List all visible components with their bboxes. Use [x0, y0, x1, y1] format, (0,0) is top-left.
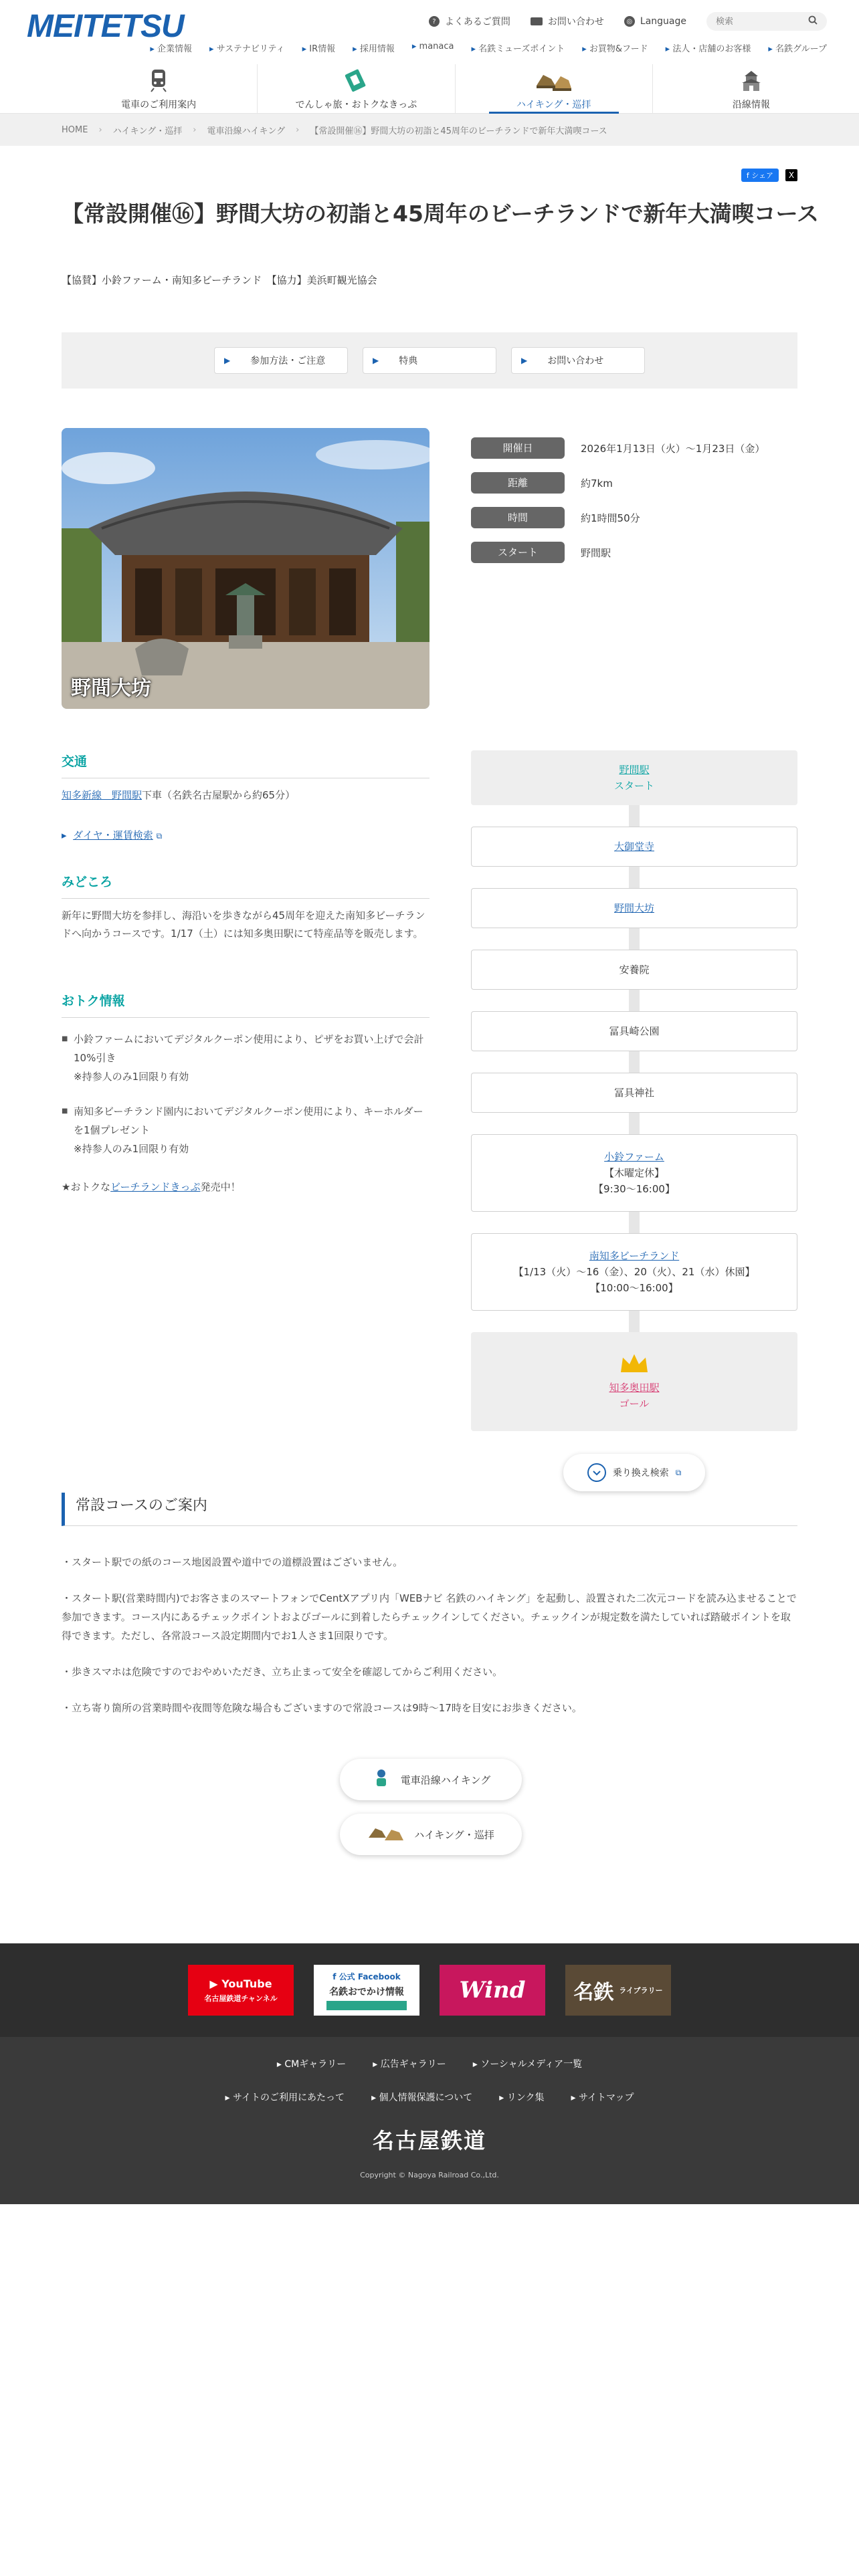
route-connector	[629, 928, 640, 950]
info-label: 時間	[471, 507, 565, 528]
contact-label: お問い合わせ	[547, 17, 604, 27]
language-label: Language	[640, 16, 686, 27]
route-connector	[629, 1113, 640, 1134]
youtube-icon: ▶ YouTube	[209, 1977, 272, 1990]
wind-banner[interactable]	[440, 1965, 545, 2016]
route-stop	[471, 888, 797, 928]
route-connector	[629, 1212, 640, 1233]
course-guide-heading: 常設コースのご案内	[62, 1493, 797, 1526]
temple-illustration	[62, 428, 430, 709]
hiking-shoes-icon	[456, 67, 652, 94]
highlights-heading: みどころ	[62, 872, 430, 899]
arrow-right-icon: ▶	[521, 356, 528, 365]
info-label: 開催日	[471, 437, 565, 459]
sublink-manaca[interactable]: ▸ manaca	[412, 41, 454, 54]
breadcrumb-separator: ›	[193, 124, 197, 135]
site-header	[0, 0, 859, 114]
external-link-icon: ⧉	[675, 1467, 682, 1477]
hiking-pilgrimage-button[interactable]	[340, 1814, 522, 1855]
contact-link[interactable]	[531, 15, 604, 28]
ticket-prefix: ★おトクな	[62, 1181, 111, 1193]
route-stop	[471, 1134, 797, 1212]
info-row-start	[471, 542, 805, 563]
ticket-icon	[258, 67, 454, 94]
copyright: Copyright © Nagoya Railroad Co.,Ltd.	[360, 2171, 499, 2179]
nav-local-info[interactable]	[652, 64, 850, 114]
nav-label: 電車のご利用案内	[121, 100, 197, 110]
facebook-banner[interactable]	[314, 1965, 419, 2016]
route-connector	[629, 1311, 640, 1332]
search-input[interactable]	[716, 17, 796, 27]
hiker-icon	[371, 1768, 391, 1791]
timetable-link[interactable]	[62, 827, 430, 845]
footer-link-ads[interactable]: ▸ 広告ギャラリー	[373, 2057, 446, 2070]
crown-icon	[471, 1352, 797, 1380]
route-connector	[629, 867, 640, 888]
route-goal-station[interactable]: 知多奥田駅	[609, 1381, 660, 1394]
route-stop-note: 【9:30～16:00】	[593, 1183, 675, 1195]
route-stop-name: 冨具崎公園	[609, 1025, 660, 1037]
anchor-contact[interactable]	[511, 347, 645, 374]
footer-link-terms[interactable]: ▸ サイトのご利用にあたって	[225, 2090, 345, 2104]
search-icon[interactable]	[808, 15, 818, 27]
utility-nav	[429, 12, 827, 31]
youtube-banner[interactable]	[188, 1965, 294, 2016]
route-stop	[471, 1011, 797, 1051]
transfer-search-button[interactable]	[563, 1454, 705, 1491]
deals-heading: おトク情報	[62, 991, 430, 1018]
info-value: 約7km	[581, 477, 613, 490]
nav-hiking[interactable]	[455, 64, 652, 114]
info-row-distance	[471, 472, 805, 494]
faq-label: よくあるご質問	[444, 17, 510, 27]
sublink-company[interactable]: ▸ 企業情報	[150, 41, 192, 54]
breadcrumb-separator: ›	[296, 124, 300, 135]
nav-label: ハイキング・巡拝	[516, 100, 591, 110]
route-map	[471, 750, 797, 1431]
nav-trip-tickets[interactable]	[257, 64, 454, 114]
route-start-station[interactable]: 野間駅	[619, 764, 650, 776]
route-goal-label: ゴール	[619, 1397, 650, 1410]
breadcrumb-separator: ›	[98, 124, 102, 135]
banner-subtitle: 名古屋鉄道チャンネル	[204, 1994, 278, 2003]
arrow-right-icon: ▸	[62, 829, 67, 841]
ticket-link[interactable]: ビーチランドきっぷ	[110, 1181, 201, 1193]
highlights-text: 新年に野間大坊を参拝し、海沿いを歩きながら45周年を迎えた南知多ビーチランドへ向かうコースです。1/17（土）には知多奥田駅にて特産品等を販売します。	[62, 909, 425, 940]
sublink-recruit[interactable]: ▸ 採用情報	[353, 41, 395, 54]
info-label: 距離	[471, 472, 565, 494]
breadcrumb-rail-hiking[interactable]: 電車沿線ハイキング	[207, 126, 286, 136]
footer-link-links[interactable]: ▸ リンク集	[499, 2090, 544, 2104]
hiking-pilgrimage-label: ハイキング・巡拝	[414, 1828, 494, 1841]
route-stop-name: 冨具神社	[613, 1087, 654, 1099]
course-note: ・立ち寄り箇所の営業時間や夜間等危険な場合もございますので常設コースは9時～17時を目安にお歩きください。	[62, 1702, 582, 1714]
ticket-suffix: 発売中！	[200, 1181, 241, 1193]
facebook-share-button[interactable]: f シェア	[741, 169, 779, 182]
photo-caption: 野間大坊	[71, 677, 151, 700]
route-stop	[471, 827, 797, 867]
route-connector	[629, 990, 640, 1011]
faq-link[interactable]	[429, 15, 510, 28]
page-title: 【常設開催⑯】野間大坊の初詣と45周年のビーチランドで新年大満喫コース	[62, 201, 819, 227]
banner-title: YouTube	[221, 1977, 272, 1990]
share-buttons	[741, 169, 797, 182]
breadcrumb-current: 【常設開催⑯】野間大坊の初詣と45周年のビーチランドで新年大満喫コース	[310, 126, 607, 136]
info-value: 約1時間50分	[581, 512, 640, 524]
footer-link-cm[interactable]: ▸ CMギャラリー	[277, 2057, 346, 2070]
external-link-icon: ⧉	[156, 831, 163, 841]
route-start	[471, 750, 797, 805]
access-heading: 交通	[62, 752, 430, 778]
search-box	[706, 12, 827, 31]
course-note: ・スタート駅での紙のコース地図設置や道中での道標設置はございません。	[62, 1556, 403, 1568]
info-row-time	[471, 507, 805, 528]
route-stop-name: 安養院	[619, 964, 650, 976]
route-stop-note: 【10:00～16:00】	[590, 1282, 678, 1294]
info-value: 2026年1月13日（火）～1月23日（金）	[581, 442, 765, 455]
arrow-right-icon: ▶	[373, 356, 379, 365]
castle-icon	[653, 67, 850, 94]
info-row-date	[471, 437, 805, 459]
deal-item-2: ■ 南知多ビーチランド園内においてデジタルクーポン使用により、キーホルダーを1個プレゼント ※持参人のみ1回限り有効	[62, 1102, 430, 1158]
course-note: ・スタート駅(営業時間内)でお客さまのスマートフォンでCentXアプリ内「WEBナビ 名鉄のハイキング」を起動し、設置された二次元コードを読み込ませることで参加できます。コース内にあるチェックポイントおよびゴールに到着したらチェックインしてください。チェックインが規定数を満たしていれば踏破ポイントを取得できます。ただし、各常設コース設定期間内でお1人さま1回限りです。	[62, 1592, 797, 1642]
info-label: スタート	[471, 542, 565, 563]
sublink-group[interactable]: ▸ 名鉄グループ	[768, 41, 827, 54]
route-connector	[629, 1051, 640, 1073]
route-stop	[471, 1233, 797, 1311]
question-icon: ?	[429, 16, 440, 27]
route-stop-note: 【木曜定休】	[603, 1167, 664, 1179]
sublink-shopping[interactable]: ▸ お買物&フード	[582, 41, 648, 54]
sublink-ir[interactable]: ▸ IR情報	[302, 41, 336, 54]
breadcrumb	[0, 114, 859, 146]
access-text	[62, 786, 430, 804]
footer-brand: 名古屋鉄道	[372, 2128, 486, 2153]
access-desc: 下車（名鉄名古屋駅から約65分）	[142, 789, 296, 801]
globe-icon: ◎	[624, 16, 635, 27]
sublink-muse-point[interactable]: ▸ 名鉄ミューズポイント	[471, 41, 565, 54]
clock-icon	[587, 1463, 606, 1482]
footer-links-row2	[0, 2090, 859, 2104]
sponsor-text: 【協賛】小鈴ファーム・南知多ビーチランド 【協力】美浜町観光協会	[62, 274, 377, 286]
library-banner[interactable]	[565, 1965, 671, 2016]
route-stop-link[interactable]: 野間大坊	[613, 902, 654, 914]
train-icon	[60, 67, 257, 94]
anchor-participation[interactable]	[214, 347, 348, 374]
route-goal	[471, 1332, 797, 1431]
logo-text: MEITETSU	[27, 9, 184, 44]
footer-link-privacy[interactable]: ▸ 個人情報保護について	[371, 2090, 472, 2104]
route-stop-link[interactable]: 南知多ビーチランド	[589, 1250, 680, 1262]
banner-title: 公式 Facebook	[339, 1971, 401, 1981]
ticket-note	[62, 1178, 430, 1196]
nav-label: 沿線情報	[732, 100, 770, 110]
banner-subtitle: 名鉄おでかけ情報	[329, 1986, 404, 1998]
route-stop-link[interactable]: 小鈴ファーム	[604, 1151, 664, 1163]
course-info	[471, 437, 805, 576]
anchor-label: お問い合わせ	[547, 356, 604, 366]
anchor-label: 参加方法・ご注意	[250, 356, 326, 366]
sublink-business[interactable]: ▸ 法人・店舗のお客様	[666, 41, 751, 54]
route-stop-link[interactable]: 大御堂寺	[613, 841, 654, 853]
route-stop	[471, 1073, 797, 1113]
course-photo	[62, 428, 430, 709]
route-stop-note: 【1/13（火）～16（金）、20（火）、21（水）休園】	[513, 1266, 755, 1278]
arrow-right-icon: ▶	[224, 356, 231, 365]
banner-subtitle: ライブラリー	[619, 1986, 663, 1995]
route-connector	[629, 805, 640, 827]
breadcrumb-home[interactable]: HOME	[62, 124, 88, 135]
breadcrumb-hiking[interactable]: ハイキング・巡拝	[112, 126, 183, 136]
language-link[interactable]	[624, 16, 686, 27]
rail-hiking-button[interactable]	[340, 1759, 522, 1800]
nav-label: でんしゃ旅・おトクなきっぷ	[295, 100, 417, 110]
route-stop	[471, 950, 797, 990]
facebook-icon: f 公式 Facebook	[332, 1971, 401, 1981]
corporate-links	[150, 41, 827, 54]
facebook-share-label: シェア	[751, 171, 773, 180]
mail-icon	[531, 17, 543, 25]
anchor-links	[62, 332, 797, 389]
x-share-button[interactable]: X	[785, 169, 797, 181]
meitetsu-logo[interactable]	[27, 8, 184, 45]
timetable-label: ダイヤ・運賃検索	[73, 829, 153, 841]
anchor-benefits[interactable]	[363, 347, 496, 374]
banner-title: Wind	[459, 1977, 526, 2004]
access-station-link[interactable]: 知多新線 野間駅	[62, 789, 142, 801]
transfer-search-label: 乗り換え検索	[612, 1468, 669, 1479]
site-footer	[0, 1943, 859, 2204]
main-nav	[60, 64, 850, 114]
footer-banners	[0, 1943, 859, 2037]
route-start-label: スタート	[613, 780, 654, 792]
rail-hiking-label: 電車沿線ハイキング	[400, 1774, 491, 1786]
banner-decoration	[326, 2001, 407, 2010]
footer-link-social[interactable]: ▸ ソーシャルメディア一覧	[473, 2057, 582, 2070]
sublink-sustainability[interactable]: ▸ サステナビリティ	[209, 41, 285, 54]
footer-link-sitemap[interactable]: ▸ サイトマップ	[571, 2090, 634, 2104]
anchor-label: 特典	[399, 356, 418, 366]
footer-links-row1	[0, 2057, 859, 2070]
deal-item-1: ■ 小鈴ファームにおいてデジタルクーポン使用により、ピザをお買い上げで会計10%引き ※持参人のみ1回限り有効	[62, 1030, 430, 1086]
info-value: 野間駅	[581, 546, 611, 559]
hiking-shoes-icon	[367, 1823, 405, 1846]
banner-title: 名鉄	[573, 1981, 614, 2004]
nav-train-info[interactable]	[60, 64, 257, 114]
course-note: ・歩きスマホは危険ですのでおやめいただき、立ち止まって安全を確認してからご利用ください。	[62, 1666, 503, 1678]
